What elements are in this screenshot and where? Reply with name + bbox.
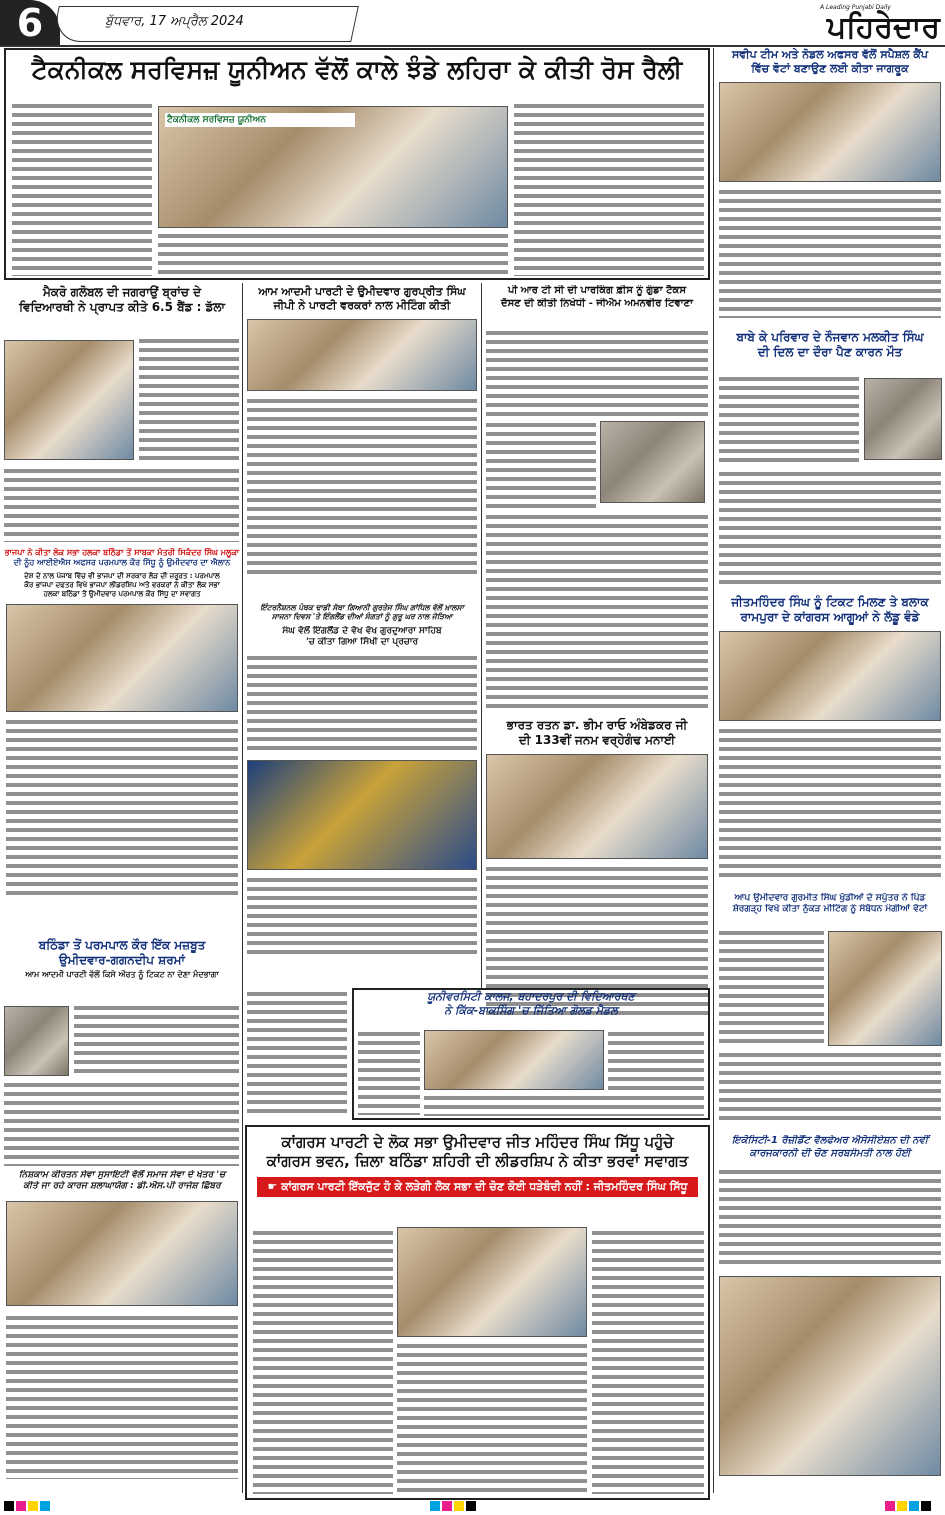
- subhead: ਹਲਕਾ ਬਠਿੰਡਾ ਤੋਂ ਉਮੀਦਵਾਰ ਪਰਮਪਾਲ ਕੌਰ ਸਿੱਧੂ ਦਾ ਸਵਾਗਤ: [43, 589, 201, 598]
- column-divider: [713, 48, 714, 1493]
- photo-banner: ਟੈਕਨੀਕਲ ਸਰਵਿਸਜ਼ ਯੂਨੀਅਨ: [165, 113, 355, 127]
- subhead: ਕੌਰ ਭਾਜਪਾ ਦਫਤਰ ਵਿਖੇ ਭਾਜਪਾ ਲੀਡਰਸ਼ਿਪ ਅਤੇ ਵਰਕਰਾਂ ਨੇ ਕੀਤਾ ਲੋਕ ਸਭਾ: [24, 580, 220, 589]
- article-khuddian: [716, 893, 944, 916]
- article-photo: [486, 754, 708, 859]
- article-body: [158, 232, 508, 276]
- article-gp-meeting: [245, 285, 479, 577]
- headline: ਕਾਰਜਕਾਰਨੀ ਦੀ ਚੋਣ ਸਰਬਸੰਮਤੀ ਨਾਲ ਹੋਈ: [749, 1147, 911, 1159]
- headline: ਭਾਰਤ ਰਤਨ ਡਾ. ਭੀਮ ਰਾਓ ਅੰਬੇਡਕਰ ਜੀ: [506, 718, 688, 732]
- headline: ਇੰਟਰਨੈਸ਼ਨਲ ਪੰਥਕ ਢਾਡੀ ਸੱਥਾ ਗਿਆਨੀ ਗੁਰਤੇਜ ਸਿੰਘ ਗਾਂਧਿਲ ਵੱਲੋਂ ਖ਼ਾਲਸਾ: [260, 603, 464, 612]
- article-body: [12, 102, 152, 276]
- article-prtc-parking: [484, 285, 710, 310]
- headline: ਕੀਤੇ ਜਾ ਰਹੇ ਕਾਰਜ ਸ਼ਲਾਘਾਯੋਗ : ਡੀ.ਐਸ.ਪੀ ਰਾਜੇਸ਼ ਛਿੱਬਰ: [23, 1181, 221, 1192]
- article-body: [4, 1081, 239, 1166]
- headline: ਬਾਬੇ ਕੇ ਪਰਿਵਾਰ ਦੇ ਨੌਜਵਾਨ ਮਲਕੀਤ ਸਿੰਘ: [736, 330, 924, 344]
- article-body: [6, 1314, 238, 1479]
- headline: ਵਿੱਚ ਵੋਟਾਂ ਬਣਾਉਣ ਲਈ ਕੀਤਾ ਜਾਗਰੂਕ: [751, 61, 909, 75]
- headline: ਮੈਕਰੋ ਗਲੋਬਲ ਦੀ ਜਗਰਾਉਂ ਬ੍ਰਾਂਚ ਦੇ: [42, 285, 202, 299]
- article-body: [6, 718, 238, 898]
- headline: ਕਾਂਗਰਸ ਪਾਰਟੀ ਦੇ ਲੋਕ ਸਭਾ ਉਮੀਦਵਾਰ ਜੀਤ ਮਹਿੰਦਰ ਸਿੰਘ ਸਿੱਧੂ ਪਹੁੰਚੇ: [281, 1133, 674, 1151]
- article-body: [719, 1168, 941, 1268]
- article-gagandeep: [4, 938, 240, 980]
- article-body: [139, 337, 239, 462]
- divider: [0, 45, 945, 47]
- portrait-photo: [864, 378, 942, 460]
- headline: ਸਵੀਪ ਟੀਮ ਅਤੇ ਨੋਡਲ ਅਫਸਰ ਵੱਲੋਂ ਸਪੈਸ਼ਲ ਕੈਂਪ: [732, 48, 928, 61]
- article-body: [719, 929, 824, 1044]
- article-ecocity: [716, 1135, 944, 1484]
- student-photo: [4, 340, 134, 460]
- article-rampura-congress: [716, 595, 944, 877]
- headline: ਦੀ ਦਿਲ ਦਾ ਦੌਰਾ ਪੈਣ ਕਾਰਨ ਮੌਤ: [757, 345, 903, 359]
- headline: ਕਾਂਗਰਸ ਭਵਨ, ਜ਼ਿਲਾ ਬਠਿੰਡਾ ਸ਼ਹਿਰੀ ਦੀ ਲੀਡਰਸ਼ਿਪ ਨੇ ਕੀਤਾ ਭਰਵਾਂ ਸਵਾਗਤ: [266, 1151, 689, 1170]
- article-body: [247, 654, 477, 754]
- article-body: [719, 375, 859, 465]
- article-ambedkar: [484, 718, 710, 1015]
- article-body: [486, 513, 708, 713]
- tagline: A Leading Punjabi Daily: [820, 4, 891, 11]
- article-malkit-singh: [716, 330, 944, 360]
- headline: ਨਿਸ਼ਕਾਮ ਕੀਰਤਨ ਸੇਵਾ ਸੁਸਾਇਟੀ ਵੱਲੋਂ ਸਮਾਜ ਸੇਵਾ ਦੇ ਖੇਤਰ 'ਚ: [18, 1170, 226, 1180]
- lead-headline: ਟੈਕਨੀਕਲ ਸਰਵਿਸਜ਼ ਯੂਨੀਅਨ ਵੱਲੋਂ ਕਾਲੇ ਝੰਡੇ ਲਹਿਰਾ ਕੇ ਕੀਤੀ ਰੋਸ ਰੈਲੀ: [31, 55, 683, 84]
- headline: ਨੇ ਕਿੱਕ-ਬਾਕਸਿੰਗ 'ਚ ਜਿੱਤਿਆ ਗੋਲਡ ਮੈਡਲ: [444, 1003, 618, 1017]
- article-photo: [247, 760, 477, 870]
- headline: ਦੀ 133ਵੀਂ ਜਨਮ ਵਰ੍ਹੇਗੰਢ ਮਨਾਈ: [518, 733, 676, 747]
- subhead: ਆਮ ਆਦਮੀ ਪਾਰਟੀ ਵੱਲੋਂ ਕਿਸੇ ਔਰਤ ਨੂੰ ਟਿਕਟ ਨਾ ਦੇਣਾ ਮੰਦਭਾਗਾ: [25, 970, 219, 979]
- article-photo: [719, 82, 941, 182]
- color-registration-bar: [430, 1496, 478, 1515]
- lead-photo: [158, 106, 508, 228]
- article-photo: [719, 631, 941, 721]
- article-photo: [828, 931, 942, 1046]
- subhead: ਸੰਘ ਵੱਲੋਂ ਇੰਗਲੈਂਡ ਦੇ ਵੱਖ ਵੱਖ ਗੁਰਦੁਆਰਾ ਸਾਹਿਬ: [282, 625, 442, 636]
- article-body: [397, 1342, 587, 1494]
- subhead: ਦੇਸ਼ ਦੇ ਨਾਲ ਪੰਜਾਬ ਵਿੱਚ ਵੀ ਭਾਜਪਾ ਦੀ ਸਰਕਾਰ ਲੋੜ ਦੀ ਜ਼ਰੂਰਤ : ਪਰਮਪਾਲ: [24, 572, 220, 580]
- red-banner: ☛ ਕਾਂਗਰਸ ਪਾਰਟੀ ਇੱਕਜੁੱਟ ਹੋ ਕੇ ਲੜੇਗੀ ਲੋਕ ਸਭਾ ਦੀ ਚੋਣ ਕੋਈ ਧੜੇਬੰਦੀ ਨਹੀਂ : ਜੀਤਮਹਿੰਦਰ ਸਿੰਘ ਸਿੱਧੂ: [257, 1177, 698, 1197]
- headline: ਜੀਤਮਹਿੰਦਰ ਸਿੰਘ ਨੂੰ ਟਿਕਟ ਮਿਲਣ ਤੇ ਬਲਾਕ: [731, 595, 929, 609]
- article-body: [514, 102, 704, 276]
- headline: ਯੂਨੀਵਰਸਿਟੀ ਕਾਲਜ, ਬਹਾਦਰਪੁਰ ਦੀ ਵਿਦਿਆਰਥਣ: [427, 990, 635, 1003]
- article-body: [247, 876, 477, 956]
- headline: ਪੀ ਆਰ ਟੀ ਸੀ ਦੀ ਪਾਰਕਿੰਗ ਫ਼ੀਸ ਨੂੰ ਗੁੰਡਾ ਟੈਕਸ: [507, 285, 687, 296]
- article-body: [424, 1094, 704, 1116]
- article-bjp-parampal: [4, 548, 240, 898]
- article-macro-global: [4, 285, 240, 315]
- headline: ਦੱਸਣ ਦੀ ਕੀਤੀ ਨਿਖੇਧੀ - ਜੀਐਮ ਅਮਨਵੀਰ ਟਿਵਾਣਾ: [500, 297, 693, 309]
- article-body: [247, 990, 347, 1115]
- headline: ਭਾਜਪਾ ਨੇ ਕੀਤਾ ਲੋਕ ਸਭਾ ਹਲਕਾ ਬਠਿੰਡਾ ਤੋਂ ਸਾਬਕਾ ਮੰਤਰੀ ਸਿਕੰਦਰ ਸਿੰਘ ਮਲੂਕਾ: [4, 548, 240, 557]
- article-body: [253, 1229, 393, 1494]
- headline: ਉਮੀਦਵਾਰ-ਗਗਨਦੀਪ ਸ਼ਰਮਾਂ: [59, 953, 185, 967]
- headline: ਇਕੋਸਿਟੀ-1 ਰੈਜ਼ੀਡੈਂਟ ਵੈਲਫੇਅਰ ਐਸੋਸੀਏਸ਼ਨ ਦੀ ਨਵੀਂ: [732, 1135, 928, 1146]
- headline: ਦੀ ਨੂੰਹ ਆਈਏਐਸ ਅਫਸਰ ਪਰਮਪਾਲ ਕੌਰ ਸਿੱਧੂ ਨੂੰ ਉਮੀਦਵਾਰ ਦਾ ਐਲਾਨ: [13, 558, 231, 567]
- lead-story: [4, 48, 710, 280]
- page-number: 6: [0, 0, 60, 46]
- headline: ਸਾਜਨਾ ਦਿਵਸ 'ਤੇ ਇੰਗਲੈਂਡ ਦੀਆਂ ਸੰਗਤਾਂ ਨੂੰ ਗੁਰੂ ਘਰ ਨਾਲ ਜੋੜਿਆ: [271, 612, 453, 622]
- article-photo: [6, 604, 238, 712]
- article-body: [608, 1030, 704, 1090]
- article-photo: [397, 1227, 587, 1337]
- headline: ਰਾਮਪੁਰਾ ਦੇ ਕਾਂਗਰਸ ਆਗੂਆਂ ਨੇ ਲੱਡੂ ਵੰਡੇ: [740, 610, 920, 624]
- article-body: [719, 188, 941, 318]
- article-body: [719, 1051, 941, 1121]
- article-photo: [719, 1276, 941, 1476]
- headline: ਬਠਿੰਡਾ ਤੋਂ ਪਰਮਪਾਲ ਕੌਰ ਇੱਕ ਮਜ਼ਬੂਤ: [38, 938, 206, 952]
- article-body: [592, 1229, 704, 1494]
- column-divider: [242, 283, 243, 1493]
- column-divider: [481, 283, 482, 988]
- article-photo: [247, 319, 477, 391]
- color-registration-bar: [4, 1496, 52, 1515]
- article-body: [719, 727, 941, 877]
- article-sweep-camp: [716, 48, 944, 318]
- headline: ਆਮ ਆਦਮੀ ਪਾਰਟੀ ਦੇ ਉਮੀਦਵਾਰ ਗੁਰਪ੍ਰੀਤ ਸਿੰਘ: [258, 285, 466, 298]
- headline: ਵਿਦਿਆਰਥੀ ਨੇ ਪ੍ਰਾਪਤ ਕੀਤੇ 6.5 ਬੈਂਡ : ਡੱਲਾ: [19, 300, 225, 314]
- headline: ਸ਼ੇਰਗੜ੍ਹ ਵਿਖੇ ਕੀਤਾ ਨੁੱਕੜ ਮੀਟਿੰਗ ਨੂੰ ਸੰਬੋਧਨ ਮੰਗੀਆਂ ਵੋਟਾਂ: [732, 904, 928, 915]
- article-body: [719, 470, 941, 588]
- article-body: [486, 329, 708, 419]
- article-body: [247, 397, 477, 577]
- color-registration-bar: [885, 1496, 933, 1515]
- portrait-photo: [600, 421, 705, 503]
- article-body: [486, 421, 596, 511]
- article-kickboxing: [352, 988, 710, 1120]
- article-body: [358, 1030, 420, 1115]
- article-photo: [6, 1201, 238, 1306]
- subhead: 'ਚ ਕੀਤਾ ਗਿਆ ਸਿੱਖੀ ਦਾ ਪ੍ਰਚਾਰ: [305, 637, 419, 647]
- article-photo: [424, 1030, 604, 1090]
- issue-date: ਬੁੱਧਵਾਰ, 17 ਅਪ੍ਰੈਲ 2024: [105, 14, 244, 29]
- article-congress-jeetmohinder: [245, 1125, 710, 1500]
- portrait-photo: [4, 1006, 69, 1076]
- article-body: [4, 467, 239, 542]
- newspaper-logo: ਪਹਿਰੇਦਾਰ: [826, 10, 940, 45]
- article-dhadi-jatha: [245, 603, 479, 956]
- article-nishkam: [4, 1170, 240, 1479]
- article-body: [74, 1004, 239, 1076]
- headline: ਆਪ ਉਮੀਦਵਾਰ ਗੁਰਮੀਤ ਸਿੰਘ ਖੁੱਡੀਆਂ ਦੇ ਸਪੁੱਤਰ ਨੇ ਪਿੰਡ: [734, 893, 926, 903]
- headline: ਜੀਪੀ ਨੇ ਪਾਰਟੀ ਵਰਕਰਾਂ ਨਾਲ ਮੀਟਿੰਗ ਕੀਤੀ: [273, 298, 451, 312]
